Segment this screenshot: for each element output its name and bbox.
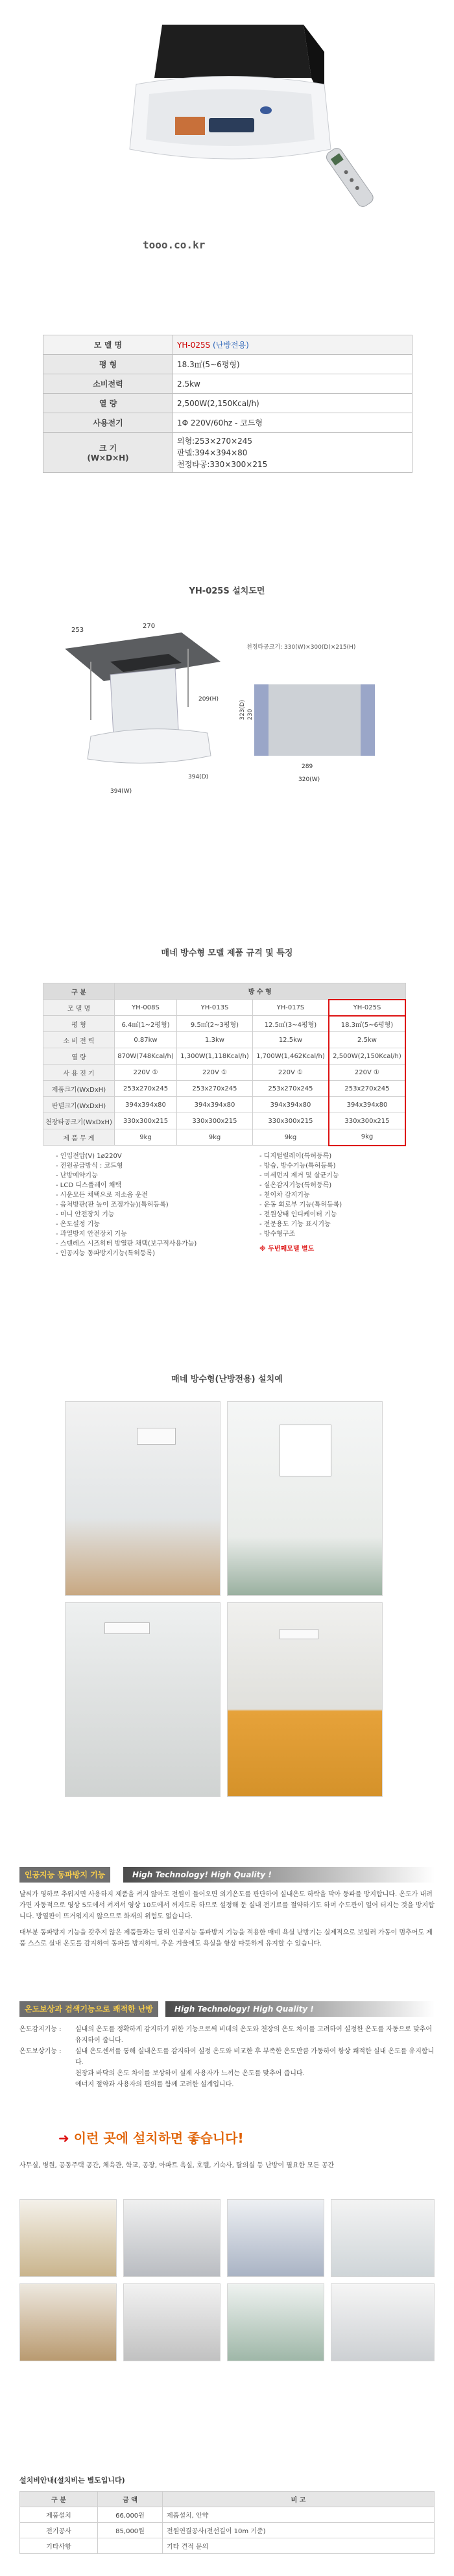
compare-cell: 6.4㎡(1~2평형) xyxy=(115,1016,177,1032)
compare-row xyxy=(43,1081,406,1097)
compare-row xyxy=(43,1048,406,1065)
feature-item: - 방수형구조 xyxy=(259,1231,296,1238)
inst-cell xyxy=(98,2538,163,2554)
spec-row xyxy=(43,433,412,473)
sec2-row xyxy=(19,2079,435,2090)
spec-value-size xyxy=(173,433,412,473)
promo-photo-6 xyxy=(123,2283,221,2361)
dim-height: 209(H) xyxy=(198,696,219,703)
compare-cell: 1,700W(1,462Kcal/h) xyxy=(252,1048,328,1065)
compare-label: 천장타공크기(WxDxH) xyxy=(43,1113,115,1129)
compare-label: 모 델 명 xyxy=(43,1000,115,1016)
sec2-label: 온도보상과 검색기능으로 쾌적한 난방 xyxy=(19,2001,158,2017)
install-photo-1 xyxy=(65,1401,221,1596)
arrow-icon: ➜ xyxy=(58,2130,74,2146)
compare-cell: 220V ① xyxy=(252,1065,328,1081)
compare-cell-highlight: 2,500W(2,150Kcal/h) xyxy=(329,1048,405,1065)
inst-cell: 전기공사 xyxy=(20,2523,98,2538)
promo-photo-1 xyxy=(19,2199,117,2277)
feature-item: - 방습, 방수기능(특허등록) xyxy=(259,1162,336,1170)
compare-cell-highlight: 394x394x80 xyxy=(329,1097,405,1113)
compare-cell: 1,300W(1,118Kcal/h) xyxy=(177,1048,253,1065)
compare-cell: YH-008S xyxy=(115,1000,177,1016)
compare-label: 열 량 xyxy=(43,1048,115,1065)
sec2-text xyxy=(19,2024,435,2090)
spec-label: 소비전력 xyxy=(43,374,173,394)
feature-item: - 전원공급방식 : 코드형 xyxy=(56,1162,123,1170)
compare-label: 소 비 전 력 xyxy=(43,1032,115,1048)
inst-head-cell: 비 고 xyxy=(163,2492,435,2507)
compare-row xyxy=(43,1097,406,1113)
spec-value: 18.3㎡(5~6평형) xyxy=(173,355,412,374)
feature-item: - 전원상태 인디케이터 기능 xyxy=(259,1211,337,1218)
features-left xyxy=(56,1151,250,1258)
model-suffix: (난방전용) xyxy=(210,341,249,350)
compare-cell: YH-013S xyxy=(177,1000,253,1016)
compare-cell-highlight: 220V ① xyxy=(329,1065,405,1081)
sec2-key xyxy=(19,2079,75,2090)
compare-cell: 9kg xyxy=(115,1129,177,1146)
promo-photo-8 xyxy=(331,2283,435,2361)
inst-cost-row xyxy=(20,2538,435,2554)
compare-cell: 330x300x215 xyxy=(177,1113,253,1129)
dim-bottom-width: 289 xyxy=(302,764,313,770)
drawing-title: YH-025S 설치도면 xyxy=(189,586,265,596)
compare-cell: 253x270x245 xyxy=(177,1081,253,1097)
features-right xyxy=(259,1151,415,1254)
compare-cell-highlight: 330x300x215 xyxy=(329,1113,405,1129)
sec1-text xyxy=(19,1889,435,1949)
compare-cell: 9kg xyxy=(252,1129,328,1146)
compare-cell: 394x394x80 xyxy=(177,1097,253,1113)
compare-label: 평 형 xyxy=(43,1016,115,1032)
sec1-paragraph: 날씨가 영하로 추워지면 사용하지 제품을 켜지 않아도 전원이 들어오면 외기온도를 판단하여 실내온도 하락을 막아 동파를 방지합니다. 온도가 내려가면 자동적으로 영상 5도에서 켜져서 영상 10도에서 꺼지도록 하므로 설정해 둔 실내 전기료를 절약하기도 하며 수도관이 얼어 터지는 것을 방지합니다. 방열판이 뜨거워지지 않으므로 화재의 위험도 없습니다. xyxy=(19,1891,435,1920)
compare-cell: 330x300x215 xyxy=(115,1113,177,1129)
feature-item: - 온도설정 기능 xyxy=(56,1221,100,1228)
watermark: tooo.co.kr xyxy=(143,239,206,251)
spec-row xyxy=(43,394,412,413)
dim-side-height: 230 xyxy=(247,708,254,720)
spec-row xyxy=(43,374,412,394)
install-photo-4 xyxy=(227,1602,383,1797)
sec2-tail: High Technology! High Quality ! xyxy=(165,2001,435,2017)
compare-cell: 220V ① xyxy=(177,1065,253,1081)
promo-photo-7 xyxy=(227,2283,324,2361)
sec2-value: 실내 온도센서를 통해 실내온도를 감지하여 설정 온도와 비교한 후 부족한 온도만큼 가동하여 항상 쾌적한 실내 온도를 유지합니다. xyxy=(75,2048,435,2066)
compare-cell: 0.87kw xyxy=(115,1032,177,1048)
size-panel: 판넬:394×394×80 xyxy=(177,448,248,457)
dim-bottom-width-total: 320(W) xyxy=(298,776,320,783)
compare-cell: 253x270x245 xyxy=(115,1081,177,1097)
spec-value: 1Φ 220V/60hz - 코드형 xyxy=(173,413,412,433)
sec2-row xyxy=(19,2024,435,2046)
compare-label: 제품크기(WxDxH) xyxy=(43,1081,115,1097)
sec2-row xyxy=(19,2068,435,2079)
inst-head-cell: 구 분 xyxy=(20,2492,98,2507)
compare-cell: 9kg xyxy=(177,1129,253,1146)
sec2-bar xyxy=(19,2001,435,2017)
sec1-tail: High Technology! High Quality ! xyxy=(123,1867,435,1883)
sec2-key: 온도보상기능 : xyxy=(19,2048,62,2055)
compare-row xyxy=(43,1113,406,1129)
dim-width: 394(W) xyxy=(110,788,132,795)
compare-cell: 220V ① xyxy=(115,1065,177,1081)
compare-cell-highlight: 2.5kw xyxy=(329,1032,405,1048)
dim-top-left: 253 xyxy=(71,627,84,634)
inst-cost-table xyxy=(19,2491,435,2554)
unit-mark xyxy=(280,1629,318,1639)
sec2-value: 에너지 절약과 사용자의 편의를 함께 고려한 설계입니다. xyxy=(75,2081,234,2088)
feature-item: - 시운모든 채택으로 저소음 운전 xyxy=(56,1192,148,1199)
compare-cell: 394x394x80 xyxy=(252,1097,328,1113)
spec-label: 크 기 (W×D×H) xyxy=(43,433,173,473)
unit-mark xyxy=(104,1622,150,1634)
size-ceiling: 천정타공:330×300×215 xyxy=(177,459,268,469)
compare-header-label: 구 분 xyxy=(43,983,115,1000)
spec-label: 평 형 xyxy=(43,355,173,374)
compare-cell: 12.5㎡(3~4평형) xyxy=(252,1016,328,1032)
compare-cell: 1.3kw xyxy=(177,1032,253,1048)
dim-side-depth: 323(D) xyxy=(239,699,246,720)
compare-row xyxy=(43,1065,406,1081)
inst-cell: 전원연결공사(전선길이 10m 기준) xyxy=(163,2523,435,2538)
promo-photo-2 xyxy=(123,2199,221,2277)
feature-item: - 미니 안전장치 기능 xyxy=(56,1211,115,1218)
sec2-key: 온도감지기능 : xyxy=(19,2026,62,2033)
dim-top-right: 270 xyxy=(143,623,156,630)
compare-cell-highlight: YH-025S xyxy=(329,1000,405,1016)
promo-title xyxy=(58,2128,244,2147)
unit-mark xyxy=(280,1425,331,1476)
installation-drawing xyxy=(52,623,415,804)
compare-cell: 12.5kw xyxy=(252,1032,328,1048)
sec2-value: 실내의 온도를 정확하게 감지하기 위한 기능으로써 비데의 온도와 천장의 온도 차이를 고려하여 설정한 온도를 자동으로 맞추어 유지하여 줍니다. xyxy=(75,2026,433,2044)
spec-row xyxy=(43,413,412,433)
compare-cell: YH-017S xyxy=(252,1000,328,1016)
inst-cell: 기타사항 xyxy=(20,2538,98,2554)
spec-label: 모 델 명 xyxy=(43,335,173,355)
compare-row xyxy=(43,1129,406,1146)
sec2-value: 천장과 바닥의 온도 차이를 보상하여 실제 사용자가 느끼는 온도를 맞추어 줍니다. xyxy=(75,2070,305,2077)
spec-value: 2.5kw xyxy=(173,374,412,394)
spec-table xyxy=(43,335,412,473)
unit-mark xyxy=(137,1428,176,1445)
feature-note: ※ 두번째모델 별도 xyxy=(259,1246,315,1253)
feature-item: - LCD 디스플레이 채택 xyxy=(56,1182,122,1189)
sec1-bar xyxy=(19,1867,435,1883)
install-photo-3 xyxy=(65,1602,221,1797)
inst-cost-title: 설치비안내(설치비는 별도입니다) xyxy=(19,2476,125,2485)
compare-cell-highlight: 253x270x245 xyxy=(329,1081,405,1097)
spec-value: 2,500W(2,150Kcal/h) xyxy=(173,394,412,413)
inst-cell: 제품설치 xyxy=(20,2507,98,2523)
feature-item: - 과열방지 안전장치 기능 xyxy=(56,1231,127,1238)
inst-cell: 66,000원 xyxy=(98,2507,163,2523)
feature-item: - 미세먼지 제거 및 살균기능 xyxy=(259,1172,339,1179)
promo-photo-4 xyxy=(331,2199,435,2277)
compare-label: 판넬크기(WxDxH) xyxy=(43,1097,115,1113)
compare-label: 제 품 무 게 xyxy=(43,1129,115,1146)
compare-row xyxy=(43,1000,406,1016)
compare-cell: 9.5㎡(2~3평형) xyxy=(177,1016,253,1032)
feature-item: - 전문용도 기능 표시기능 xyxy=(259,1221,331,1228)
compare-row xyxy=(43,1032,406,1048)
feature-item: - 음처방판(판 높이 조정가능)(특허등록) xyxy=(56,1201,169,1209)
inst-cost-row xyxy=(20,2523,435,2538)
sec1-paragraph: 대부분 동파방지 기능을 갖추지 않은 제품들과는 달리 인공지능 동파방지 기능을 적용한 매네 욕실 난방기는 실제적으로 보일러 가동이 멈추어도 제품 스스로 실내 온도를 감지하여 동파를 방지하며, 추운 겨울에도 욕실을 항상 따뜻하게 유지할 수 있습니다. xyxy=(19,1929,433,1947)
promo-text: 사무실, 병원, 공동주택 공간, 체육관, 학교, 공장, 아파트 욕실, 호텔, 기숙사, 탈의실 등 난방이 필요한 모든 공간 xyxy=(19,2162,335,2169)
spec-label: 열 량 xyxy=(43,394,173,413)
spec-label: 사용전기 xyxy=(43,413,173,433)
spec-row-model xyxy=(43,335,412,355)
compare-cell-highlight: 9kg xyxy=(329,1129,405,1146)
compare-cell: 870W(748Kcal/h) xyxy=(115,1048,177,1065)
compare-title: 매네 방수형 모델 제품 규격 및 특징 xyxy=(161,948,293,958)
install-title: 매네 방수형(난방전용) 설치예 xyxy=(171,1375,283,1384)
hero-product-image xyxy=(19,6,435,253)
feature-item: - 디지털릴레이(특허등록) xyxy=(259,1153,332,1160)
compare-table xyxy=(43,983,406,1146)
size-outer: 외형:253×270×245 xyxy=(177,436,253,446)
inst-head-cell: 금 액 xyxy=(98,2492,163,2507)
promo-photo-3 xyxy=(227,2199,324,2277)
feature-item: - 난방예약기능 xyxy=(56,1172,98,1179)
compare-cell: 394x394x80 xyxy=(115,1097,177,1113)
inst-cost-row xyxy=(20,2507,435,2523)
ceiling-hole-label: 천정타공크기: 330(W)×300(D)×215(H) xyxy=(246,644,356,651)
feature-item: - 인공지능 동파방지기능(특허등록) xyxy=(56,1250,156,1257)
compare-label: 사 용 전 기 xyxy=(43,1065,115,1081)
sec2-row xyxy=(19,2046,435,2068)
sec2-key xyxy=(19,2068,75,2079)
compare-cell: 330x300x215 xyxy=(252,1113,328,1129)
sec1-label: 인공지능 동파방지 기능 xyxy=(19,1867,110,1883)
inst-cell: 기타 견적 문의 xyxy=(163,2538,435,2554)
dim-depth: 394(D) xyxy=(188,774,209,780)
compare-cell-highlight: 18.3㎡(5~6평형) xyxy=(329,1016,405,1032)
install-photo-2 xyxy=(227,1401,383,1596)
feature-item: - 스텐레스 시즈히터 방열판 채택(보구적사용가능) xyxy=(56,1240,197,1247)
model-name: YH-025S xyxy=(177,341,211,350)
promo-photo-5 xyxy=(19,2283,117,2361)
inst-cell: 85,000원 xyxy=(98,2523,163,2538)
compare-row xyxy=(43,1016,406,1032)
compare-cell: 253x270x245 xyxy=(252,1081,328,1097)
feature-item: - 운동 회로부 기능(특허등록) xyxy=(259,1201,342,1209)
feature-item: - 인입전압(V) 1ø220V xyxy=(56,1153,122,1160)
feature-item: - 천이차 감지기능 xyxy=(259,1192,310,1199)
compare-header-row xyxy=(43,983,406,1000)
promo-title-text: 이런 곳에 설치하면 좋습니다! xyxy=(73,2130,244,2146)
spec-row xyxy=(43,355,412,374)
inst-cost-header xyxy=(20,2492,435,2507)
feature-item: - 실온감지기능(특허등록) xyxy=(259,1182,332,1189)
inst-cell: 제품설치, 안약 xyxy=(163,2507,435,2523)
spec-value-model xyxy=(173,335,412,355)
compare-header-value: 방 수 형 xyxy=(115,983,406,1000)
